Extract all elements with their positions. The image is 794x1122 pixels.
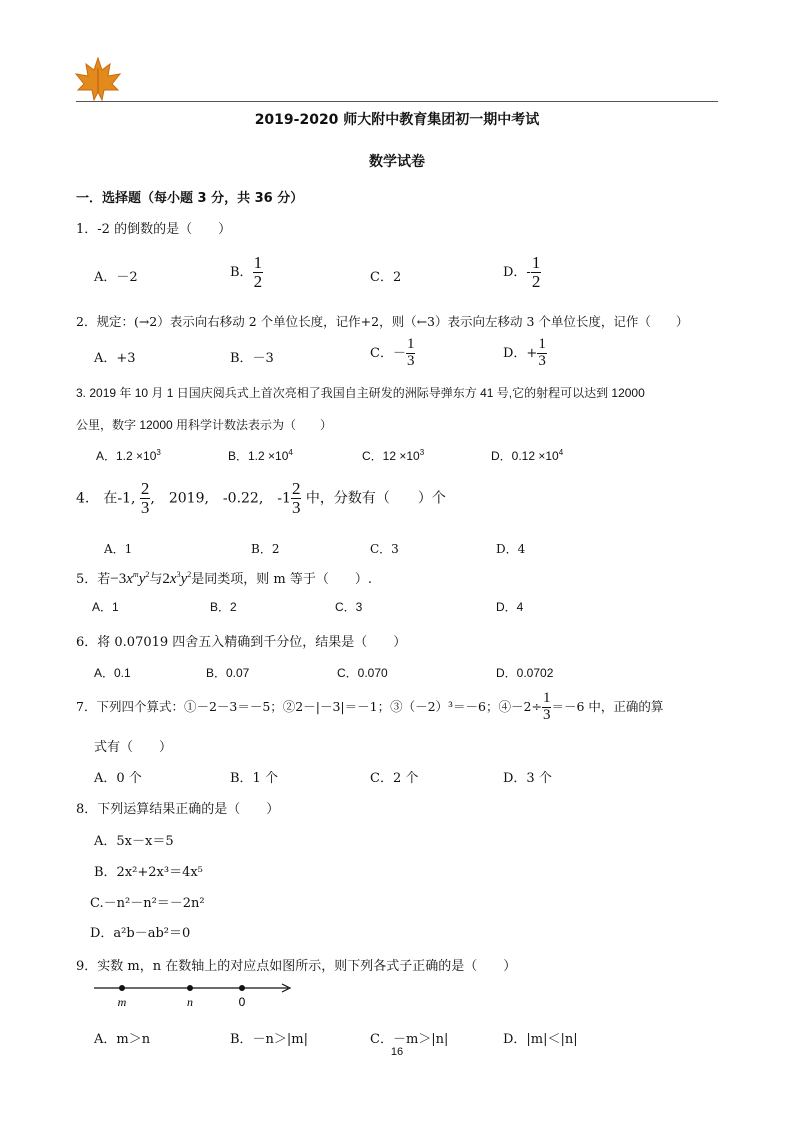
label-zero: 0 (238, 995, 246, 1009)
q1-option-a: A．－2 (94, 270, 138, 285)
q5-option-d: D．4 (496, 600, 524, 614)
q2-stem: 2．规定：(→2）表示向右移动 2 个单位长度，记作+2，则（←3）表示向左移动 3 个单位长度，记作（ ） (76, 314, 689, 329)
q1-option-d: D．- $\frac{1}{2}$ (503, 253, 541, 291)
header-rule (76, 101, 718, 102)
q9-option-d: D．|m|＜|n| (503, 1032, 578, 1047)
q7-option-d: D．3 个 (503, 771, 552, 786)
q7-option-c: C．2 个 (370, 771, 419, 786)
q6-option-a: A．0.1 (94, 666, 131, 680)
q8-option-c: C.－n²－n²＝－2n² (90, 896, 205, 911)
q6-stem: 6．将 0.07019 四舍五入精确到千分位，结果是（ ） (76, 635, 407, 650)
q8-stem: 8．下列运算结果正确的是（ ） (76, 802, 280, 817)
q4-option-c: C．3 (370, 542, 399, 556)
q8-option-d: D．a²b－ab²＝0 (90, 926, 191, 941)
q1-stem: 1．-2 的倒数的是（ ） (76, 222, 232, 237)
page-title: 2019-2020 师大附中教育集团初一期中考试 (254, 112, 540, 128)
q4-option-d: D．4 (496, 542, 526, 556)
label-n: n (187, 995, 193, 1009)
q3-option-a: A．$1.2 \times 10^3$ (96, 448, 161, 463)
label-m: m (117, 995, 127, 1009)
page-number: 16 (390, 1046, 404, 1058)
q7-stem: 7．下列四个算式：①－2－3＝－5；②2－|－3|＝－1；③（－2）³＝－6；④－2÷ $\frac{1}{3}$ ＝－6 中，正确的算 (76, 690, 664, 723)
q5-option-c: C．3 (335, 600, 363, 614)
q4-stem: 4. 在-1, $\frac{2}{3}$ , 2019, -0.22, -1 $\frac{2}{3}$ 中，分数有（ ）个 (76, 479, 446, 517)
q3-option-c: C．$12 \times 10^3$ (362, 448, 425, 463)
q9-option-a: A．m＞n (94, 1032, 151, 1047)
q8-option-a: A．5x－x＝5 (94, 834, 174, 849)
q7-option-a: A．0 个 (94, 771, 142, 786)
q9-option-b: B．－n＞|m| (230, 1032, 309, 1047)
q7-option-b: B．1 个 (230, 771, 278, 786)
q6-option-b: B．0.07 (206, 666, 250, 680)
q6-option-c: C．0.070 (337, 666, 388, 680)
q7-stem-line2: 式有（ ） (94, 740, 173, 755)
q9-option-c: C．－m＞|n| (370, 1032, 449, 1047)
q1-option-b: B． $\frac{1}{2}$ (230, 253, 263, 291)
q2-option-a: A．+3 (94, 351, 136, 366)
q9-stem: 9．实数 m，n 在数轴上的对应点如图所示，则下列各式子正确的是（ ） (76, 959, 517, 974)
q3-stem-line2: 公里，数字 12000 用科学计数法表示为（ ） (76, 418, 333, 432)
point-m (119, 985, 125, 991)
q3-option-b: B．$1.2 \times 10^4$ (228, 448, 293, 463)
section-heading: 一．选择题（每小题 3 分，共 36 分） (76, 191, 304, 206)
q3-option-d: D．$0.12 \times 10^4$ (491, 448, 564, 463)
q4-option-a: A．1 (104, 542, 133, 556)
q5-stem: 5．若$-3x^my^2$与$2x^3y^2$是同类项，则 m 等于（ ）. (76, 570, 372, 587)
maple-leaf-logo-icon (74, 56, 122, 102)
q6-option-d: D．0.0702 (496, 666, 554, 680)
q1-option-c: C．2 (370, 270, 402, 285)
q5-option-a: A．1 (92, 600, 119, 614)
point-zero (239, 985, 245, 991)
q5-option-b: B．2 (210, 600, 237, 614)
q3-stem-line1: 3. 2019 年 10 月 1 日国庆阅兵式上首次亮相了我国自主研发的洲际导弹东方 41 号,它的射程可以达到 12000 (76, 386, 645, 400)
q2-option-d: D．+ $\frac{1}{3}$ (503, 336, 546, 369)
q4-option-b: B．2 (251, 542, 280, 556)
q2-option-c: C．－ $\frac{1}{3}$ (370, 336, 415, 369)
q2-option-b: B．－3 (230, 351, 274, 366)
page-subtitle: 数学试卷 (369, 154, 425, 170)
point-n (187, 985, 193, 991)
number-line-diagram (92, 980, 298, 1010)
q8-option-b: B．2x²+2x³＝4x⁵ (94, 865, 203, 880)
